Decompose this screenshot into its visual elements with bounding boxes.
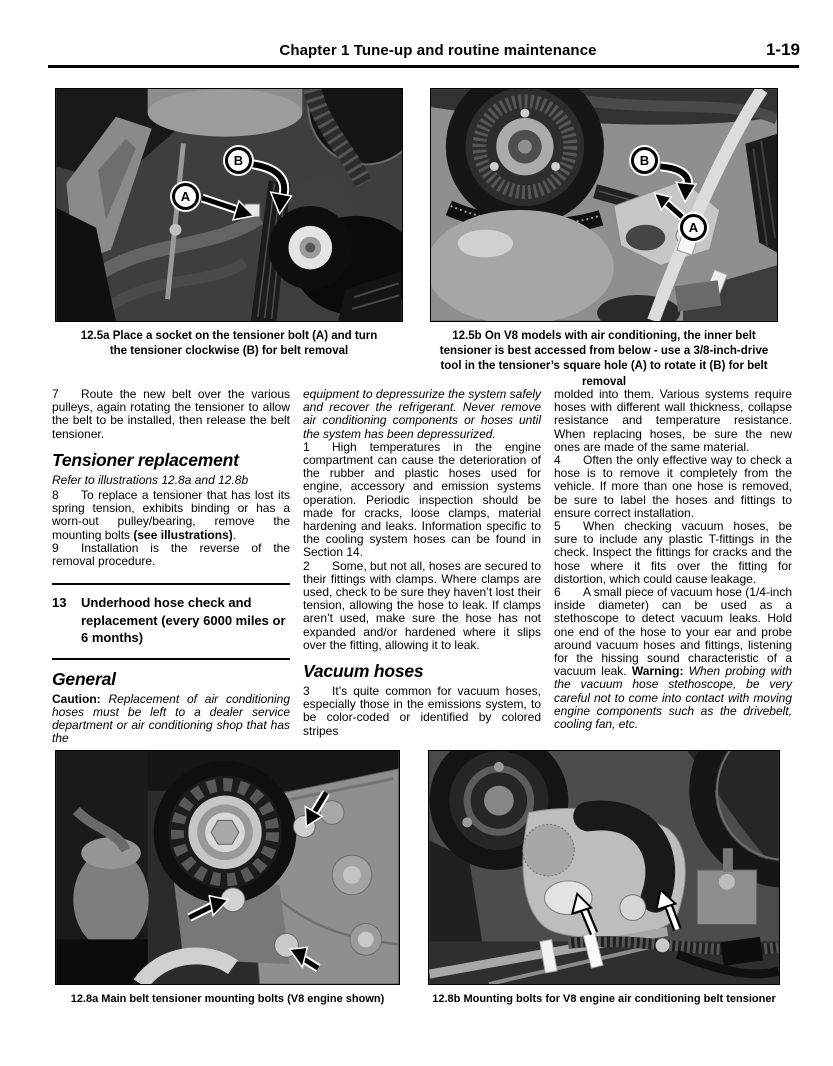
step-number: 3 (303, 684, 310, 699)
engine-bay-illustration (431, 89, 777, 321)
callout-b-badge: B (631, 147, 658, 174)
paragraph: 3 It’s quite common for vacuum hoses, especially those in the emissions system, to be color-coded or identified by colored stripes (303, 684, 541, 738)
photo-12-8a (55, 750, 400, 985)
step-number: 7 (52, 387, 59, 401)
page-number: 1-19 (765, 40, 800, 59)
figure-caption: 12.8b Mounting bolts for V8 engine air conditioning belt tensioner (432, 993, 776, 1005)
paragraph: molded into them. Various systems require hoses with different wall thickness, collapse resistance and temperature resistance. When replacing hoses, be sure the new ones are made of the same material. (554, 387, 792, 454)
column-right (554, 388, 792, 746)
paragraph: 9 Installation is the reverse of the removal procedure. (52, 540, 290, 569)
step-number: 5 (554, 519, 561, 534)
paragraph: equipment to depressurize the system safely and recover the refrigerant. Never remove air conditioning components or hoses until the system has been depressurized. (303, 387, 541, 441)
figure-12-5a (55, 88, 403, 359)
figure-caption: 12.5b On V8 models with air conditioning, the inner belt tensioner is best accessed from below - use a 3/8-inch-drive tool in the tensioner’s square hole (A) to rotate it (B) for belt removal (439, 330, 769, 388)
engine-bay-illustration (56, 751, 399, 984)
paragraph: 4 Often the only effective way to check a hose is to remove it completely from the vehicle. If more than one hose is removed, be sure to label the hoses and fittings to ensure correct installation. (554, 453, 792, 520)
chapter-title: Chapter 1 Tune-up and routine maintenance (279, 42, 597, 59)
callout-a-badge: A (680, 214, 707, 241)
engine-bay-illustration (429, 751, 779, 984)
photo-12-5a (55, 88, 403, 322)
column-left (52, 388, 290, 746)
engine-bay-illustration (56, 89, 402, 321)
step-number: 2 (303, 558, 310, 573)
paragraph: 5 When checking vacuum hoses, be sure to include any plastic T-fittings in the check. Inspect the fittings for cracks and the hose where it fits over the fitting for distortion, which could cause leakage. (554, 519, 792, 586)
figure-12-5b (430, 88, 778, 390)
figure-12-8a (55, 750, 400, 1007)
subheading: Tensioner replacement (52, 449, 239, 470)
callout-b-badge: B (225, 147, 252, 174)
photo-12-5b (430, 88, 778, 322)
step-number: 9 (52, 540, 59, 555)
paragraph: 6 A small piece of vacuum hose (1/4-inch inside diameter) can be used as a stethoscope to detect vacuum leaks. Hold one end of the hose to your ear and probe around vacuum hoses and fittings, listening for the hissing sound characteristic of a vacuum leak. Warning: When probing with the vacuum hose stethoscope, be very careful not to come into contact with moving engine components such as the drivebelt, cooling fan, etc. (554, 585, 792, 732)
header-rule (48, 65, 799, 68)
paragraph: 8 To replace a tensioner that has lost its spring tension, exhibits binding or has a worn-out pulley/bearing, remove the mounting bolts (see illustrations). (52, 488, 290, 542)
section-heading: 13 Underhood hose check and replacement (every 6000 miles or 6 months) (52, 583, 290, 660)
figure-caption: 12.8a Main belt tensioner mounting bolts (V8 engine shown) (70, 993, 385, 1005)
paragraph: Caution: Replacement of air conditioning hoses must be left to a dealer service department or air conditioning shop that has the (52, 691, 290, 746)
step-number: 1 (303, 439, 310, 454)
figure-caption: 12.5a Place a socket on the tensioner bolt (A) and turn the tensioner clockwise (B) for belt removal (80, 330, 378, 358)
step-number: 4 (554, 453, 561, 468)
step-number: 8 (52, 488, 59, 503)
callout-a-badge: A (172, 183, 199, 210)
illustration-reference: Refer to illustrations 12.8a and 12.8b (52, 472, 249, 487)
figure-12-8b (428, 750, 780, 1007)
subheading: Vacuum hoses (303, 661, 424, 682)
subheading: General (52, 668, 116, 689)
paragraph: 1 High temperatures in the engine compartment can cause the deterioration of the rubber and plastic hoses used for engine, accessory and emission systems operation. Periodic inspection should be made for cracks, loose clamps, material hardening and leaks. Information specific to the cooling system hoses can be found in Section 14. (303, 439, 541, 560)
paragraph: 7 Route the new belt over the various pulleys, again rotating the tensioner to allow the belt to be installed, then release the belt tensioner. (52, 387, 290, 441)
step-number: 6 (554, 585, 561, 600)
body-text (52, 388, 792, 746)
photo-12-8b (428, 750, 780, 985)
column-middle (303, 388, 541, 746)
paragraph: 2 Some, but not all, hoses are secured to their fittings with clamps. Where clamps are used, check to be sure they haven’t lost their tension, allowing the hose to leak. If clamps aren’t used, make sure the hose has not expanded and/or hardened where it slips over the fitting, allowing it to leak. (303, 558, 541, 652)
page-header (48, 42, 800, 64)
